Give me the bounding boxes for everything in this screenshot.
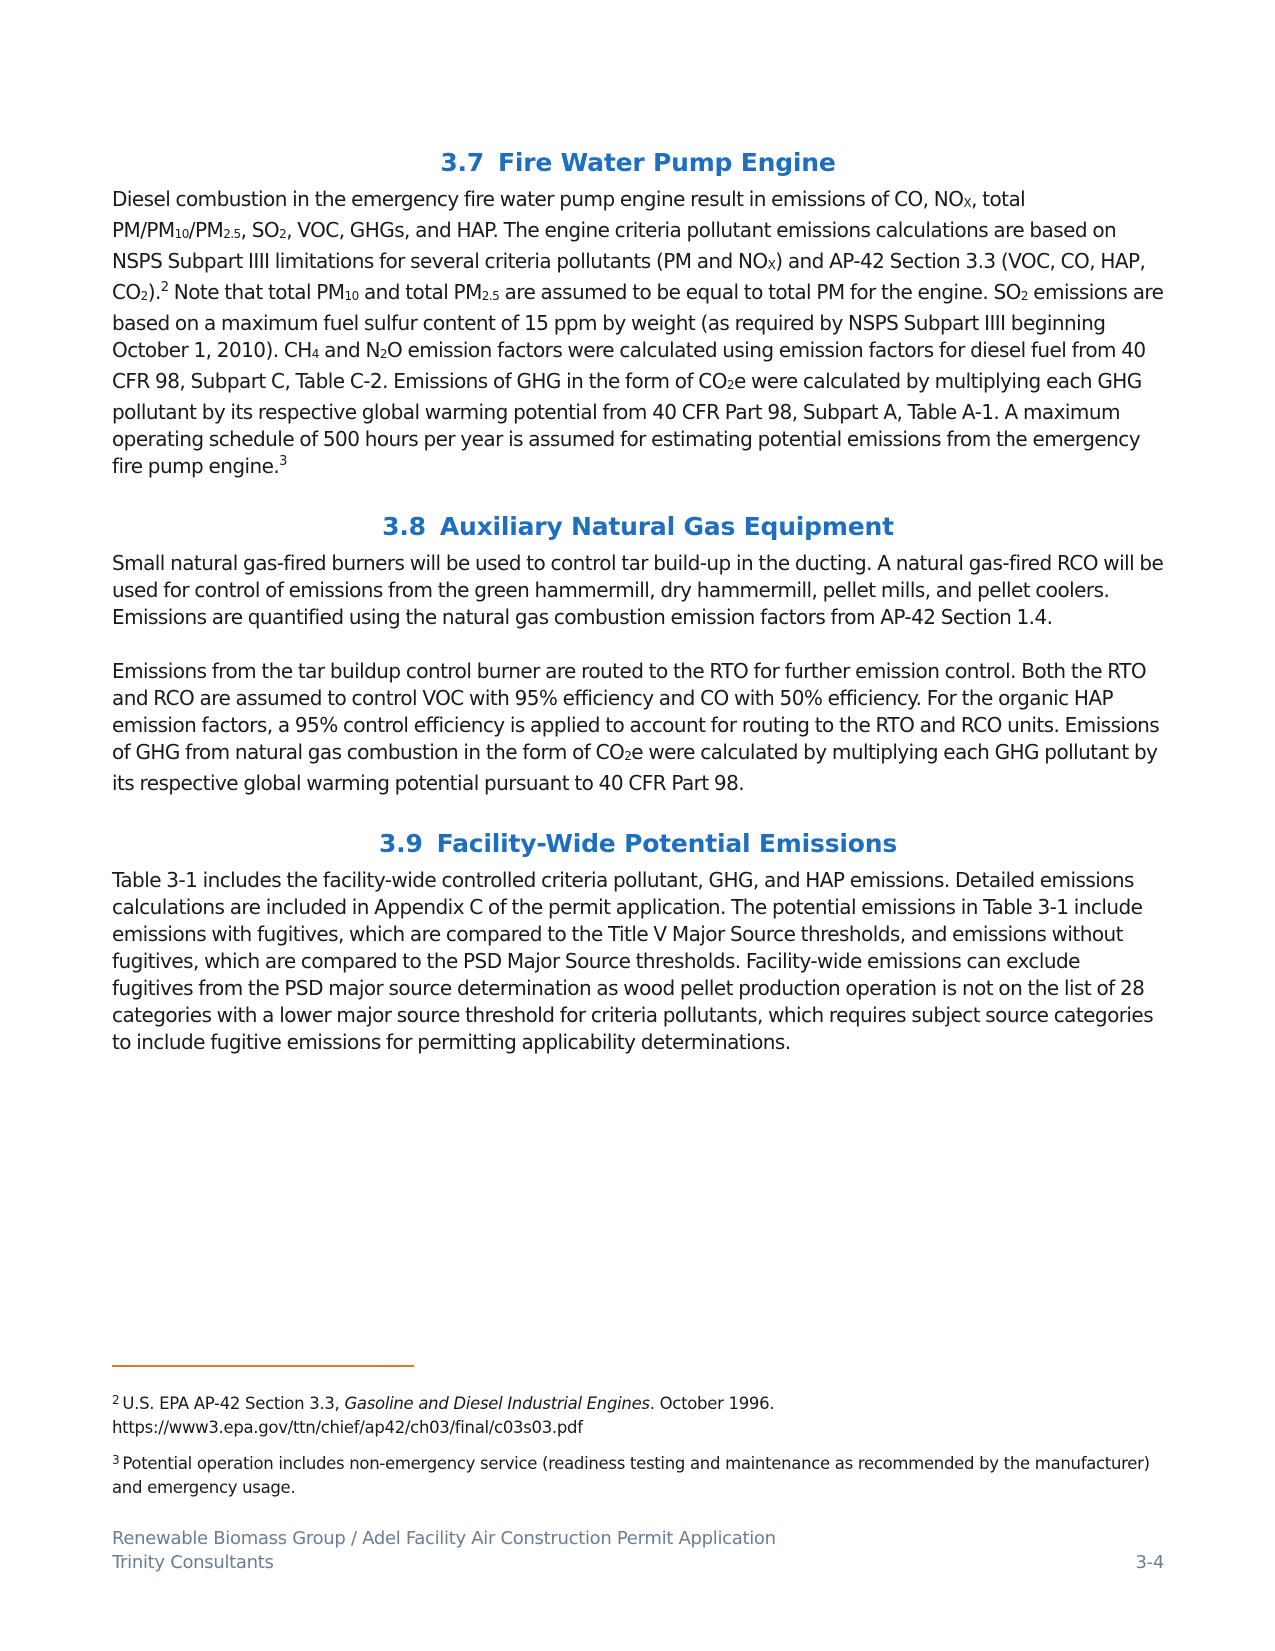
subscript: 2 — [279, 227, 287, 241]
footnote-title: Gasoline and Diesel Industrial Engines — [344, 1394, 650, 1413]
section-number: 3.9 — [378, 829, 423, 858]
subscript: 2.5 — [481, 289, 500, 303]
section-heading — [112, 146, 1164, 180]
subscript: 2 — [726, 378, 734, 392]
footnote-3 — [112, 1452, 1164, 1500]
document-body — [112, 146, 1164, 1056]
section-heading — [112, 827, 1164, 861]
page-footer — [112, 1527, 1164, 1575]
paragraph: Table 3-1 includes the facility-wide controlled criteria pollutant, GHG, and HAP emissions. Detailed emissions calculations are included in Appendix C of the permit application. The potential emissions in Table 3-1 include emissions with fugitives, which are compared to the Title V Major Source thresholds, and emissions without fugitives, which are compared to the PSD Major Source thresholds. Facility-wide emissions can exclude fugitives from the PSD major source determination as wood pellet production operation is not on the list of 28 categories with a lower major source threshold for criteria pollutants, which requires subject source categories to include fugitive emissions for permitting applicability determinations. — [112, 868, 1154, 1054]
paragraph: Emissions from the tar buildup control burner are routed to the RTO for further emission control. Both the RTO and RCO are assumed to control VOC with 95% efficiency and CO with 50% efficiency. For the organic HAP emission factors, a 95% control efficiency is applied to account for routing to the RTO and RCO units. Emissions of GHG from natural gas combustion in the form of CO2e were calculated by multiplying each GHG pollutant by its respective global warming potential pursuant to 40 CFR Part 98. — [112, 659, 1160, 795]
section-heading — [112, 510, 1164, 544]
footnote-reference[interactable]: 3 — [279, 454, 287, 469]
footer-company: Trinity Consultants — [112, 1552, 274, 1573]
subscript: 2 — [624, 749, 632, 763]
section-title: Facility-Wide Potential Emissions — [436, 829, 898, 858]
section-3-7 — [112, 146, 1164, 480]
footnote-reference[interactable]: 2 — [160, 280, 169, 295]
subscript: 2 — [1020, 289, 1028, 303]
section-3-9 — [112, 827, 1164, 1056]
footnote-link[interactable]: https://www3.epa.gov/ttn/chief/ap42/ch03/final/c03s03.pdf — [112, 1418, 583, 1437]
section-title: Fire Water Pump Engine — [498, 148, 836, 177]
subscript: 2 — [379, 347, 387, 361]
footnote-2 — [112, 1392, 1164, 1440]
subscript: X — [963, 196, 972, 210]
subscript: 4 — [311, 347, 319, 361]
footnotes — [112, 1392, 1164, 1500]
page-number: 3-4 — [1135, 1552, 1164, 1573]
subscript: X — [767, 258, 776, 272]
paragraph: Diesel combustion in the emergency fire water pump engine result in emissions of CO, NOX, total PM/PM10/PM2.5, SO2, VOC, GHGs, and HAP. The engine criteria pollutant emissions calculations are based on NSPS Subpart IIII limitations for several criteria pollutants (PM and NOX) and AP-42 Section 3.3 (VOC, CO, HAP, CO2).$^2$ Note that total PM10 and total PM2.5 are assumed to be equal to total PM for the engine. SO2 emissions are based on a maximum fuel sulfur content of 15 ppm by weight (as required by NSPS Subpart IIII beginning October 1, 2010). CH4 and N2O emission factors were calculated using emission factors for diesel fuel from 40 CFR 98, Subpart C, Table C-2. Emissions of GHG in the form of CO2e were calculated by multiplying each GHG pollutant by its respective global warming potential from 40 CFR Part 98, Subpart A, Table A-1. A maximum operating schedule of 500 hours per year is assumed for estimating potential emissions from the emergency fire pump engine.$^3$ — [112, 187, 1164, 478]
footnote-number: 3 — [112, 1453, 120, 1467]
footnote-text: Potential operation includes non-emergency service (readiness testing and maintenance as recommended by the manufacturer) and emergency usage. — [112, 1454, 1150, 1497]
footer-document-title: Renewable Biomass Group / Adel Facility Air Construction Permit Application — [112, 1528, 776, 1549]
paragraph: Small natural gas-fired burners will be used to control tar build-up in the ducting. A natural gas-fired RCO will be used for control of emissions from the green hammermill, dry hammermill, pellet mills, and pellet coolers. Emissions are quantified using the natural gas combustion emission factors from AP-42 Section 1.4. — [112, 551, 1164, 629]
section-3-8 — [112, 510, 1164, 797]
subscript: 2 — [140, 289, 148, 303]
footnote-divider — [112, 1365, 414, 1367]
subscript: 10 — [344, 289, 359, 303]
section-title: Auxiliary Natural Gas Equipment — [439, 512, 894, 541]
subscript: 2.5 — [223, 227, 241, 241]
footnote-date: . October 1996. — [649, 1394, 775, 1413]
section-number: 3.7 — [440, 148, 485, 177]
subscript: 10 — [174, 227, 189, 241]
footnote-text: U.S. EPA AP-42 Section 3.3, — [122, 1394, 345, 1413]
section-number: 3.8 — [382, 512, 426, 541]
footnote-number: 2 — [112, 1393, 120, 1407]
